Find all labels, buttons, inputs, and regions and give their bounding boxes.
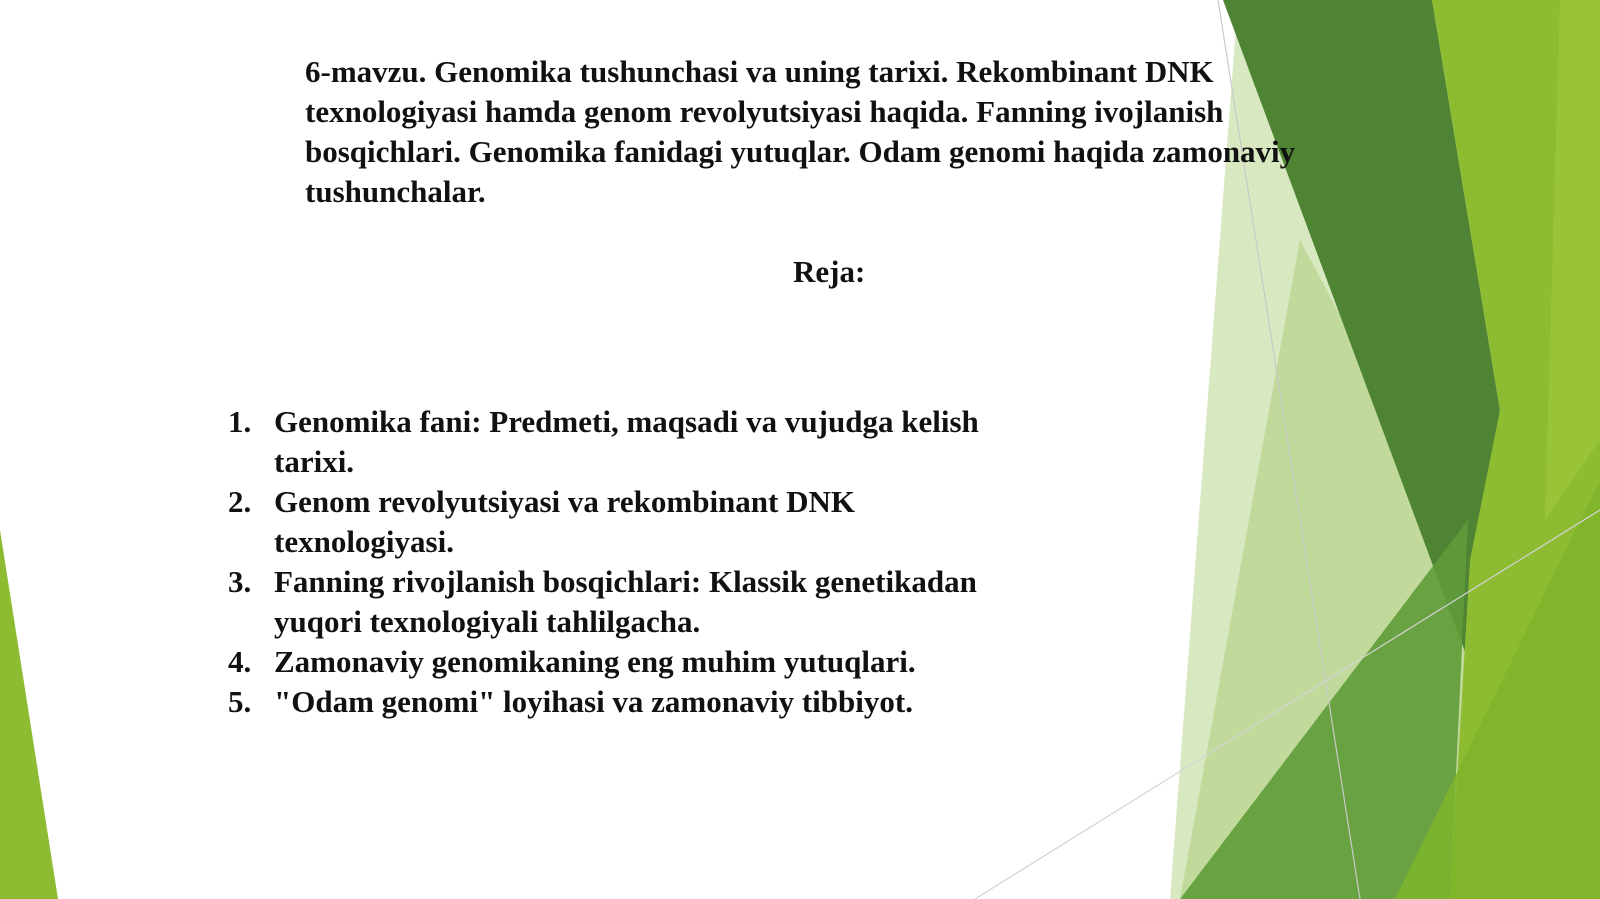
- item-text: "Odam genomi" loyihasi va zamonaviy tibbiyot.: [274, 684, 913, 719]
- item-number: 1.: [228, 404, 252, 439]
- list-item: [222, 402, 982, 482]
- item-number: 2.: [228, 484, 252, 519]
- item-text: Fanning rivojlanish bosqichlari: Klassik genetikadan yuqori texnologiyali tahlilgacha.: [274, 564, 977, 639]
- list-item: [222, 482, 982, 562]
- plan-heading: Reja:: [793, 254, 866, 289]
- list-item: [222, 682, 982, 722]
- item-number: 3.: [228, 564, 252, 599]
- item-number: 5.: [228, 684, 252, 719]
- list-item: [222, 642, 982, 682]
- item-text: Genomika fani: Predmeti, maqsadi va vujudga kelish tarixi.: [274, 404, 979, 479]
- item-number: 4.: [228, 644, 252, 679]
- list-item: [222, 562, 982, 642]
- item-text: Genom revolyutsiyasi va rekombinant DNK texnologiyasi.: [274, 484, 855, 559]
- item-text: Zamonaviy genomikaning eng muhim yutuqlari.: [274, 644, 916, 679]
- plan-list: [222, 402, 982, 722]
- slide-title: 6-mavzu. Genomika tushunchasi va uning tarixi. Rekombinant DNK texnologiyasi hamda genom revolyutsiyasi haqida. Fanning ivojlanish bosqichlari. Genomika fanidagi yutuqlar. Odam genomi haqida zamonaviy tushunchalar.: [305, 54, 1296, 209]
- left-green-facet: [0, 530, 58, 899]
